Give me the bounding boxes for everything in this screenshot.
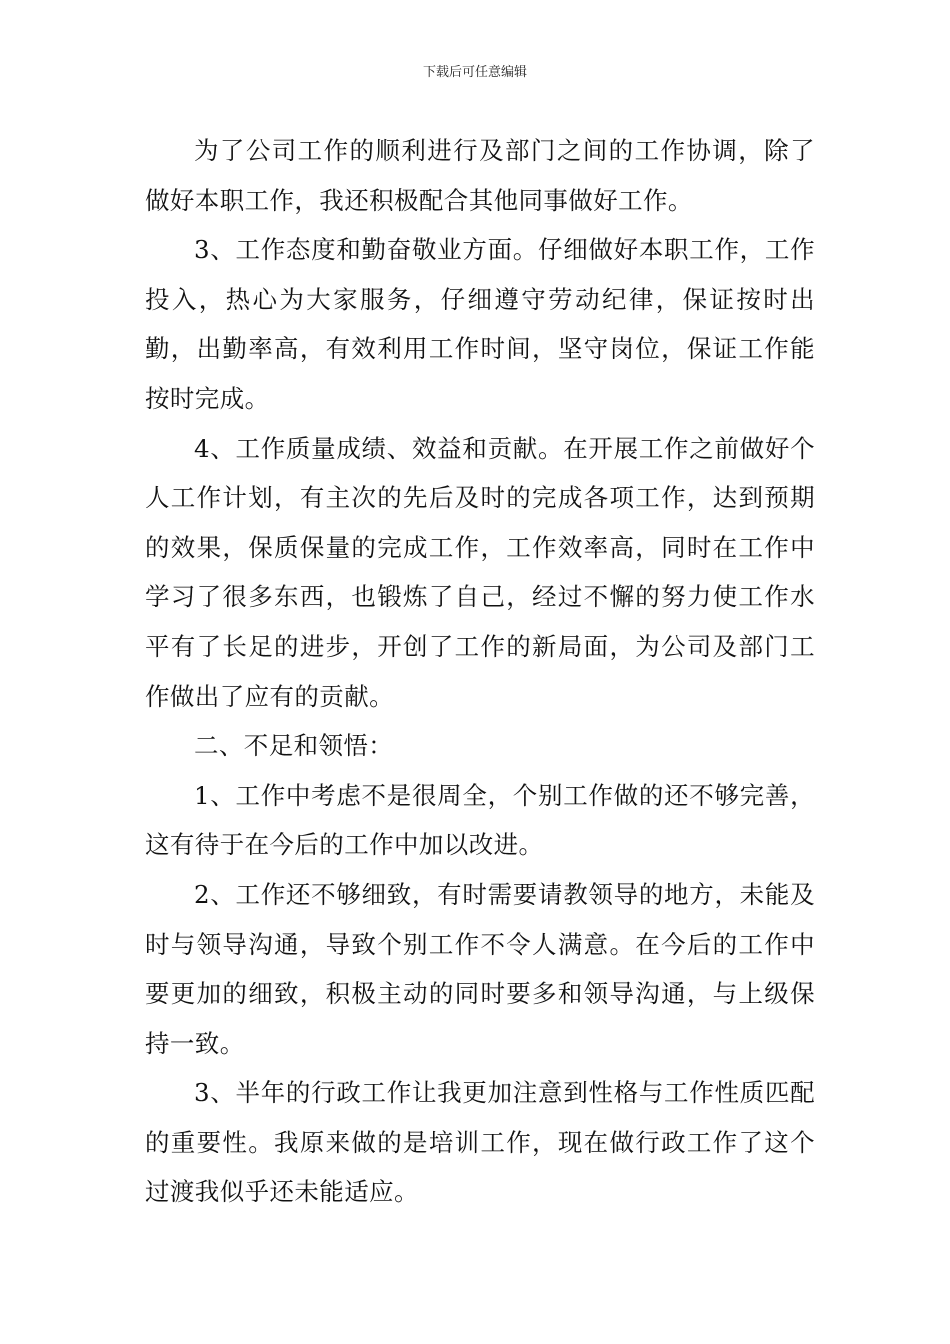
paragraph-6: 2、工作还不够细致，有时需要请教领导的地方，未能及时与领导沟通，导致个别工作不令人满意。在今后的工作中要更加的细致，积极主动的同时要多和领导沟通，与上级保持一致。 xyxy=(145,879,815,1058)
paragraph-2: 3、工作态度和勤奋敬业方面。仔细做好本职工作，工作投入，热心为大家服务，仔细遵守劳动纪律，保证按时出勤，出勤率高，有效利用工作时间，坚守岗位，保证工作能按时完成。 xyxy=(145,235,815,413)
paragraph-5: 1、工作中考虑不是很周全，个别工作做的还不够完善，这有待于在今后的工作中加以改进。 xyxy=(145,780,815,860)
section-heading: 二、不足和领悟： xyxy=(194,731,394,761)
page-header: 下载后可任意编辑 xyxy=(422,65,527,80)
document-body xyxy=(145,126,815,1217)
paragraph-3: 4、工作质量成绩、效益和贡献。在开展工作之前做好个人工作计划，有主次的先后及时的完成各项工作，达到预期的效果，保质保量的完成工作，工作效率高，同时在工作中学习了很多东西，也锻炼了自己，经过不懈的努力使工作水平有了长足的进步，开创了工作的新局面，为公司及部门工作做出了应有的贡献。 xyxy=(145,433,815,711)
paragraph-7: 3、半年的行政工作让我更加注意到性格与工作性质匹配的重要性。我原来做的是培训工作，现在做行政工作了这个过渡我似乎还未能适应。 xyxy=(145,1078,815,1207)
paragraph-1: 为了公司工作的顺利进行及部门之间的工作协调，除了做好本职工作，我还积极配合其他同事做好工作。 xyxy=(145,136,815,215)
